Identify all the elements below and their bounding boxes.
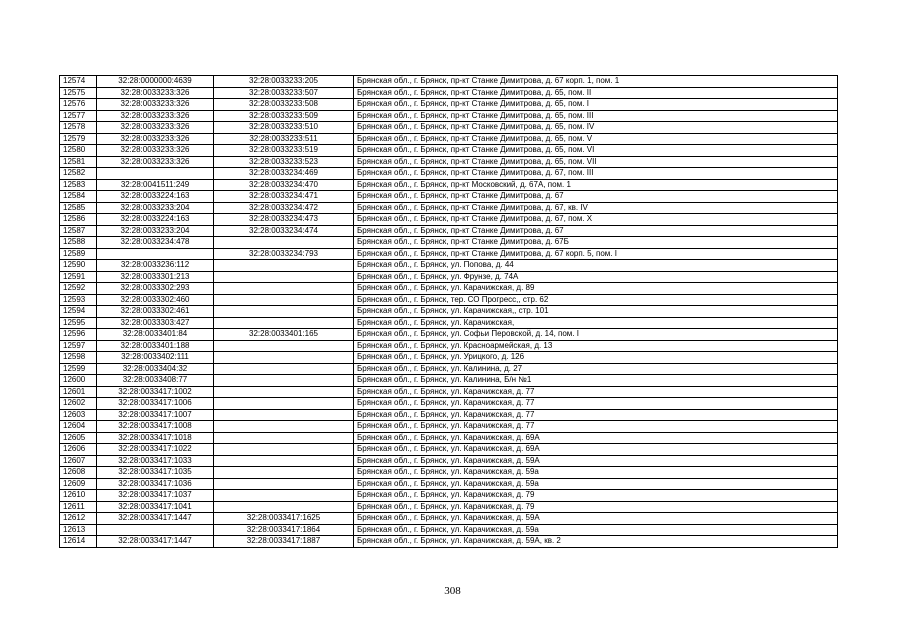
row-number-cell: 12591 <box>60 271 97 283</box>
cadastral-number-cell <box>97 524 214 536</box>
table-row <box>60 478 838 490</box>
table-row <box>60 260 838 272</box>
object-cadastral-number-cell: 32:28:0033233:205 <box>214 76 354 88</box>
table-row <box>60 225 838 237</box>
address-cell: Брянская обл., г. Брянск, пр-кт Станке Димитрова, д. 65, пом. VI <box>354 145 838 157</box>
cadastral-number-cell: 32:28:0033417:1036 <box>97 478 214 490</box>
address-cell: Брянская обл., г. Брянск, тер. СО Прогресс,, стр. 62 <box>354 294 838 306</box>
address-cell: Брянская обл., г. Брянск, ул. Карачижская, д. 79 <box>354 490 838 502</box>
page-number: 308 <box>444 585 461 597</box>
row-number-cell: 12594 <box>60 306 97 318</box>
table-row <box>60 375 838 387</box>
table-row <box>60 490 838 502</box>
address-cell: Брянская обл., г. Брянск, ул. Попова, д. 44 <box>354 260 838 272</box>
table-row <box>60 248 838 260</box>
object-cadastral-number-cell <box>214 455 354 467</box>
address-cell: Брянская обл., г. Брянск, пр-кт Станке Димитрова, д. 67, пом. III <box>354 168 838 180</box>
object-cadastral-number-cell <box>214 432 354 444</box>
cadastral-number-cell: 32:28:0033302:460 <box>97 294 214 306</box>
object-cadastral-number-cell <box>214 260 354 272</box>
cadastral-number-cell: 32:28:0033302:293 <box>97 283 214 295</box>
cadastral-number-cell: 32:28:0033224:163 <box>97 191 214 203</box>
address-cell: Брянская обл., г. Брянск, ул. Карачижская,, стр. 101 <box>354 306 838 318</box>
cadastral-number-cell: 32:28:0033224:163 <box>97 214 214 226</box>
table-row <box>60 99 838 111</box>
address-cell: Брянская обл., г. Брянск, пр-кт Станке Димитрова, д. 67 корп. 5, пом. I <box>354 248 838 260</box>
address-cell: Брянская обл., г. Брянск, ул. Урицкого, д. 126 <box>354 352 838 364</box>
cadastral-number-cell: 32:28:0033233:326 <box>97 99 214 111</box>
object-cadastral-number-cell <box>214 294 354 306</box>
object-cadastral-number-cell: 32:28:0033234:474 <box>214 225 354 237</box>
row-number-cell: 12576 <box>60 99 97 111</box>
address-cell: Брянская обл., г. Брянск, ул. Софьи Перовской, д. 14, пом. I <box>354 329 838 341</box>
table-row <box>60 317 838 329</box>
cadastral-number-cell: 32:28:0033404:32 <box>97 363 214 375</box>
table-row <box>60 536 838 548</box>
table-row <box>60 455 838 467</box>
object-cadastral-number-cell <box>214 317 354 329</box>
cadastral-number-cell: 32:28:0033401:84 <box>97 329 214 341</box>
object-cadastral-number-cell: 32:28:0033233:511 <box>214 133 354 145</box>
row-number-cell: 12589 <box>60 248 97 260</box>
table-row <box>60 352 838 364</box>
object-cadastral-number-cell: 32:28:0033233:523 <box>214 156 354 168</box>
registry-table-body <box>60 76 838 548</box>
row-number-cell: 12603 <box>60 409 97 421</box>
cadastral-number-cell: 32:28:0033417:1447 <box>97 513 214 525</box>
address-cell: Брянская обл., г. Брянск, ул. Карачижская, д. 59а <box>354 478 838 490</box>
cadastral-number-cell: 32:28:0033233:326 <box>97 110 214 122</box>
row-number-cell: 12574 <box>60 76 97 88</box>
address-cell: Брянская обл., г. Брянск, пр-кт Станке Димитрова, д. 67 <box>354 191 838 203</box>
row-number-cell: 12608 <box>60 467 97 479</box>
object-cadastral-number-cell <box>214 306 354 318</box>
cadastral-number-cell: 32:28:0033234:478 <box>97 237 214 249</box>
address-cell: Брянская обл., г. Брянск, ул. Калинина, Б/н №1 <box>354 375 838 387</box>
address-cell: Брянская обл., г. Брянск, пр-кт Станке Димитрова, д. 67, пом. X <box>354 214 838 226</box>
table-row <box>60 76 838 88</box>
table-row <box>60 202 838 214</box>
object-cadastral-number-cell <box>214 444 354 456</box>
row-number-cell: 12580 <box>60 145 97 157</box>
address-cell: Брянская обл., г. Брянск, ул. Карачижская, <box>354 317 838 329</box>
object-cadastral-number-cell: 32:28:0033234:469 <box>214 168 354 180</box>
object-cadastral-number-cell: 32:28:0033417:1864 <box>214 524 354 536</box>
address-cell: Брянская обл., г. Брянск, ул. Карачижская, д. 59А, кв. 2 <box>354 536 838 548</box>
object-cadastral-number-cell: 32:28:0033234:793 <box>214 248 354 260</box>
object-cadastral-number-cell <box>214 490 354 502</box>
object-cadastral-number-cell: 32:28:0033234:471 <box>214 191 354 203</box>
cadastral-number-cell: 32:28:0041511:249 <box>97 179 214 191</box>
table-row <box>60 145 838 157</box>
object-cadastral-number-cell: 32:28:0033417:1887 <box>214 536 354 548</box>
cadastral-number-cell: 32:28:0033417:1007 <box>97 409 214 421</box>
row-number-cell: 12606 <box>60 444 97 456</box>
row-number-cell: 12602 <box>60 398 97 410</box>
table-row <box>60 444 838 456</box>
row-number-cell: 12577 <box>60 110 97 122</box>
table-row <box>60 110 838 122</box>
row-number-cell: 12610 <box>60 490 97 502</box>
cadastral-number-cell: 32:28:0033301:213 <box>97 271 214 283</box>
row-number-cell: 12582 <box>60 168 97 180</box>
cadastral-number-cell: 32:28:0033417:1002 <box>97 386 214 398</box>
row-number-cell: 12575 <box>60 87 97 99</box>
cadastral-number-cell: 32:28:0033417:1006 <box>97 398 214 410</box>
row-number-cell: 12590 <box>60 260 97 272</box>
address-cell: Брянская обл., г. Брянск, ул. Фрунзе, д. 74А <box>354 271 838 283</box>
object-cadastral-number-cell: 32:28:0033234:472 <box>214 202 354 214</box>
object-cadastral-number-cell <box>214 375 354 387</box>
address-cell: Брянская обл., г. Брянск, ул. Карачижская, д. 77 <box>354 386 838 398</box>
cadastral-number-cell: 32:28:0033233:326 <box>97 87 214 99</box>
cadastral-number-cell: 32:28:0033233:204 <box>97 202 214 214</box>
row-number-cell: 12595 <box>60 317 97 329</box>
address-cell: Брянская обл., г. Брянск, ул. Карачижская, д. 77 <box>354 421 838 433</box>
table-row <box>60 329 838 341</box>
table-row <box>60 421 838 433</box>
table-row <box>60 283 838 295</box>
object-cadastral-number-cell: 32:28:0033401:165 <box>214 329 354 341</box>
cadastral-number-cell: 32:28:0033401:188 <box>97 340 214 352</box>
address-cell: Брянская обл., г. Брянск, ул. Карачижская, д. 69А <box>354 444 838 456</box>
table-row <box>60 306 838 318</box>
address-cell: Брянская обл., г. Брянск, ул. Карачижская, д. 89 <box>354 283 838 295</box>
row-number-cell: 12587 <box>60 225 97 237</box>
address-cell: Брянская обл., г. Брянск, ул. Карачижская, д. 59а <box>354 524 838 536</box>
table-row <box>60 122 838 134</box>
object-cadastral-number-cell: 32:28:0033233:507 <box>214 87 354 99</box>
address-cell: Брянская обл., г. Брянск, пр-кт Станке Димитрова, д. 67 <box>354 225 838 237</box>
row-number-cell: 12612 <box>60 513 97 525</box>
address-cell: Брянская обл., г. Брянск, пр-кт Московский, д. 67А, пом. 1 <box>354 179 838 191</box>
cadastral-number-cell: 32:28:0033417:1447 <box>97 536 214 548</box>
cadastral-number-cell: 32:28:0033236:112 <box>97 260 214 272</box>
table-row <box>60 513 838 525</box>
object-cadastral-number-cell <box>214 478 354 490</box>
row-number-cell: 12604 <box>60 421 97 433</box>
object-cadastral-number-cell <box>214 363 354 375</box>
cadastral-number-cell: 32:28:0033417:1035 <box>97 467 214 479</box>
cadastral-number-cell: 32:28:0033302:461 <box>97 306 214 318</box>
address-cell: Брянская обл., г. Брянск, ул. Калинина, д. 27 <box>354 363 838 375</box>
table-row <box>60 294 838 306</box>
row-number-cell: 12596 <box>60 329 97 341</box>
row-number-cell: 12578 <box>60 122 97 134</box>
object-cadastral-number-cell: 32:28:0033417:1625 <box>214 513 354 525</box>
object-cadastral-number-cell <box>214 398 354 410</box>
row-number-cell: 12614 <box>60 536 97 548</box>
address-cell: Брянская обл., г. Брянск, пр-кт Станке Димитрова, д. 67 корп. 1, пом. 1 <box>354 76 838 88</box>
cadastral-number-cell: 32:28:0033417:1008 <box>97 421 214 433</box>
address-cell: Брянская обл., г. Брянск, пр-кт Станке Димитрова, д. 65, пом. IV <box>354 122 838 134</box>
registry-table <box>59 75 838 548</box>
object-cadastral-number-cell <box>214 386 354 398</box>
cadastral-number-cell <box>97 168 214 180</box>
row-number-cell: 12588 <box>60 237 97 249</box>
address-cell: Брянская обл., г. Брянск, ул. Карачижская, д. 59А <box>354 513 838 525</box>
row-number-cell: 12601 <box>60 386 97 398</box>
row-number-cell: 12609 <box>60 478 97 490</box>
cadastral-number-cell: 32:28:0033417:1041 <box>97 501 214 513</box>
address-cell: Брянская обл., г. Брянск, пр-кт Станке Димитрова, д. 65, пом. VII <box>354 156 838 168</box>
cadastral-number-cell: 32:28:0033233:326 <box>97 122 214 134</box>
table-row <box>60 409 838 421</box>
cadastral-number-cell: 32:28:0033233:204 <box>97 225 214 237</box>
row-number-cell: 12593 <box>60 294 97 306</box>
cadastral-number-cell: 32:28:0033233:326 <box>97 145 214 157</box>
table-row <box>60 87 838 99</box>
address-cell: Брянская обл., г. Брянск, пр-кт Станке Димитрова, д. 67Б <box>354 237 838 249</box>
table-row <box>60 133 838 145</box>
table-row <box>60 237 838 249</box>
table-row <box>60 386 838 398</box>
row-number-cell: 12605 <box>60 432 97 444</box>
row-number-cell: 12592 <box>60 283 97 295</box>
row-number-cell: 12597 <box>60 340 97 352</box>
row-number-cell: 12599 <box>60 363 97 375</box>
cadastral-number-cell: 32:28:0000000:4639 <box>97 76 214 88</box>
cadastral-number-cell: 32:28:0033408:77 <box>97 375 214 387</box>
object-cadastral-number-cell <box>214 421 354 433</box>
row-number-cell: 12607 <box>60 455 97 467</box>
address-cell: Брянская обл., г. Брянск, пр-кт Станке Димитрова, д. 65, пом. II <box>354 87 838 99</box>
object-cadastral-number-cell <box>214 409 354 421</box>
table-row <box>60 501 838 513</box>
cadastral-number-cell: 32:28:0033402:111 <box>97 352 214 364</box>
cadastral-number-cell: 32:28:0033233:326 <box>97 133 214 145</box>
object-cadastral-number-cell: 32:28:0033233:508 <box>214 99 354 111</box>
address-cell: Брянская обл., г. Брянск, пр-кт Станке Димитрова, д. 65, пом. III <box>354 110 838 122</box>
address-cell: Брянская обл., г. Брянск, ул. Карачижская, д. 69А <box>354 432 838 444</box>
row-number-cell: 12584 <box>60 191 97 203</box>
table-row <box>60 432 838 444</box>
object-cadastral-number-cell <box>214 467 354 479</box>
cadastral-number-cell: 32:28:0033303:427 <box>97 317 214 329</box>
object-cadastral-number-cell <box>214 340 354 352</box>
cadastral-number-cell: 32:28:0033233:326 <box>97 156 214 168</box>
object-cadastral-number-cell <box>214 352 354 364</box>
address-cell: Брянская обл., г. Брянск, ул. Карачижская, д. 59А <box>354 455 838 467</box>
address-cell: Брянская обл., г. Брянск, ул. Карачижская, д. 59а <box>354 467 838 479</box>
row-number-cell: 12611 <box>60 501 97 513</box>
row-number-cell: 12579 <box>60 133 97 145</box>
table-row <box>60 179 838 191</box>
table-row <box>60 467 838 479</box>
row-number-cell: 12586 <box>60 214 97 226</box>
object-cadastral-number-cell <box>214 271 354 283</box>
cadastral-number-cell: 32:28:0033417:1018 <box>97 432 214 444</box>
object-cadastral-number-cell: 32:28:0033234:470 <box>214 179 354 191</box>
address-cell: Брянская обл., г. Брянск, ул. Карачижская, д. 77 <box>354 398 838 410</box>
address-cell: Брянская обл., г. Брянск, пр-кт Станке Димитрова, д. 65, пом. I <box>354 99 838 111</box>
table-row <box>60 340 838 352</box>
object-cadastral-number-cell <box>214 237 354 249</box>
cadastral-number-cell: 32:28:0033417:1022 <box>97 444 214 456</box>
address-cell: Брянская обл., г. Брянск, пр-кт Станке Димитрова, д. 67, кв. IV <box>354 202 838 214</box>
object-cadastral-number-cell: 32:28:0033233:510 <box>214 122 354 134</box>
row-number-cell: 12583 <box>60 179 97 191</box>
table-row <box>60 191 838 203</box>
address-cell: Брянская обл., г. Брянск, ул. Красноармейская, д. 13 <box>354 340 838 352</box>
address-cell: Брянская обл., г. Брянск, ул. Карачижская, д. 77 <box>354 409 838 421</box>
row-number-cell: 12598 <box>60 352 97 364</box>
cadastral-number-cell: 32:28:0033417:1033 <box>97 455 214 467</box>
object-cadastral-number-cell <box>214 283 354 295</box>
object-cadastral-number-cell: 32:28:0033233:509 <box>214 110 354 122</box>
object-cadastral-number-cell: 32:28:0033234:473 <box>214 214 354 226</box>
table-row <box>60 156 838 168</box>
address-cell: Брянская обл., г. Брянск, ул. Карачижская, д. 79 <box>354 501 838 513</box>
table-row <box>60 214 838 226</box>
object-cadastral-number-cell: 32:28:0033233:519 <box>214 145 354 157</box>
address-cell: Брянская обл., г. Брянск, пр-кт Станке Димитрова, д. 65, пом. V <box>354 133 838 145</box>
row-number-cell: 12613 <box>60 524 97 536</box>
object-cadastral-number-cell <box>214 501 354 513</box>
row-number-cell: 12581 <box>60 156 97 168</box>
row-number-cell: 12585 <box>60 202 97 214</box>
table-row <box>60 363 838 375</box>
cadastral-number-cell <box>97 248 214 260</box>
table-row <box>60 271 838 283</box>
cadastral-number-cell: 32:28:0033417:1037 <box>97 490 214 502</box>
table-row <box>60 398 838 410</box>
table-row <box>60 524 838 536</box>
table-row <box>60 168 838 180</box>
row-number-cell: 12600 <box>60 375 97 387</box>
